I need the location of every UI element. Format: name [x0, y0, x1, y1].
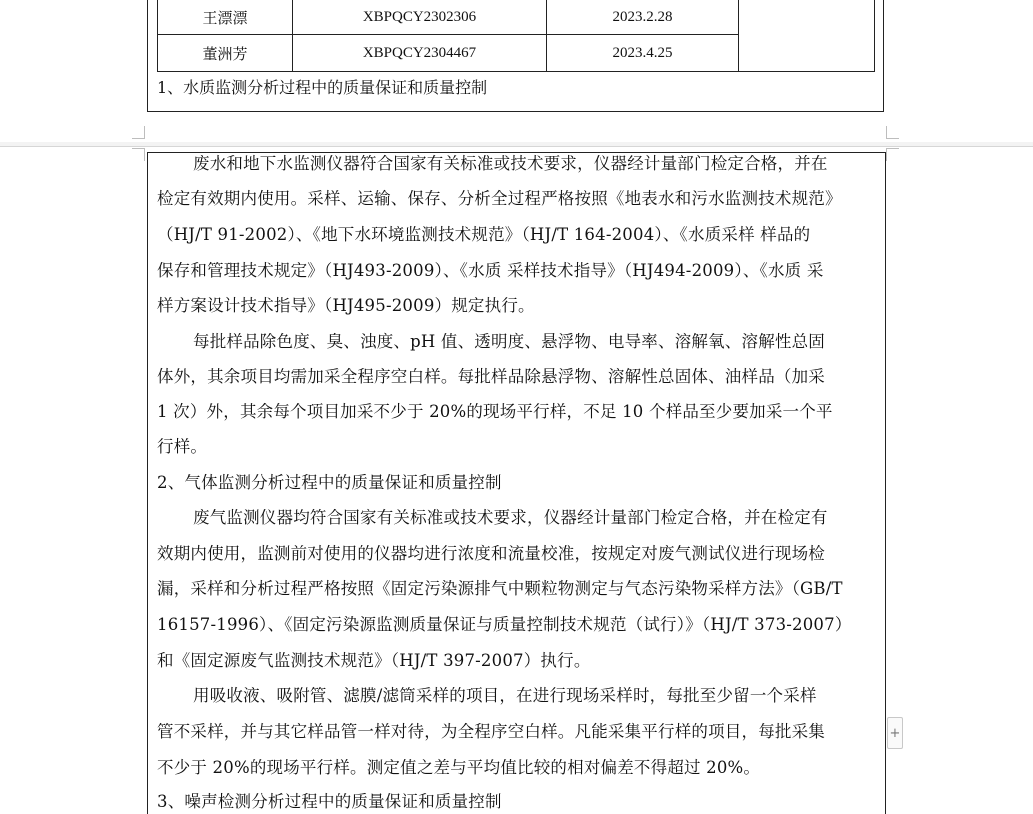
text-line[interactable]: （HJ/T 91-2002）、《地下水环境监测技术规范》（HJ/T 164-2004）、《水质采样 样品的 — [157, 225, 811, 244]
text-line[interactable]: 用吸收液、吸附管、滤膜/滤筒采样的项目，在进行现场采样时，每批至少留一个采样 — [193, 686, 817, 705]
text-line[interactable]: 检定有效期内使用。采样、运输、保存、分析全过程严格按照《地表水和污水监测技术规范》 — [157, 189, 842, 208]
certificate-number[interactable]: XBPQCY2302306 — [293, 0, 547, 35]
table-row — [158, 0, 875, 35]
text-line[interactable]: 废气监测仪器均符合国家有关标准或技术要求，仪器经计量部门检定合格，并在检定有 — [193, 508, 828, 527]
empty-merged-cell[interactable] — [739, 0, 875, 72]
text-line[interactable]: 1 次）外，其余每个项目加采不少于 20%的现场平行样，不足 10 个样品至少要加采一个平 — [157, 402, 833, 421]
text-line[interactable]: 样方案设计技术指导》（HJ495-2009）规定执行。 — [157, 296, 535, 315]
text-line[interactable]: 漏，采样和分析过程严格按照《固定污染源排气中颗粒物测定与气态污染物采样方法》（GB/T — [157, 579, 843, 598]
certificate-date[interactable]: 2023.2.28 — [547, 0, 739, 35]
text-line[interactable]: 16157-1996）、《固定污染源监测质量保证与质量控制技术规范（试行）》（HJ/T 373-2007） — [157, 615, 852, 634]
text-line[interactable]: 体外，其余项目均需加采全程序空白样。每批样品除悬浮物、溶解性总固体、油样品（加采 — [157, 367, 825, 386]
text-line[interactable]: 行样。 — [157, 437, 208, 456]
text-line[interactable]: 废水和地下水监测仪器符合国家有关标准或技术要求，仪器经计量部门检定合格，并在 — [193, 154, 828, 173]
text-line[interactable]: 保存和管理技术规定》（HJ493-2009）、《水质 采样技术指导》（HJ494-2009）、《水质 采 — [157, 261, 824, 280]
section-heading-noise[interactable]: 3、噪声检测分析过程中的质量保证和质量控制 — [157, 792, 502, 811]
add-content-button[interactable]: + — [887, 717, 903, 749]
page-corner-mark — [132, 148, 145, 161]
personnel-table — [157, 0, 875, 72]
text-line[interactable]: 管不采样，并与其它样品管一样对待，为全程序空白样。凡能采集平行样的项目，每批采集 — [157, 722, 825, 741]
text-line[interactable]: 和《固定源废气监测技术规范》（HJ/T 397-2007）执行。 — [157, 651, 591, 670]
certificate-date[interactable]: 2023.4.25 — [547, 35, 739, 72]
text-line[interactable]: 效期内使用，监测前对使用的仪器均进行浓度和流量校准，按规定对废气测试仪进行现场检 — [157, 544, 825, 563]
certificate-number[interactable]: XBPQCY2304467 — [293, 35, 547, 72]
text-line[interactable]: 每批样品除色度、臭、浊度、pH 值、透明度、悬浮物、电导率、溶解氧、溶解性总固 — [193, 332, 825, 351]
page-corner-mark — [886, 148, 899, 161]
page-corner-mark — [132, 126, 145, 139]
section-heading-air[interactable]: 2、气体监测分析过程中的质量保证和质量控制 — [157, 473, 502, 492]
page-corner-mark — [886, 126, 899, 139]
staff-name[interactable]: 王漂漂 — [158, 0, 293, 35]
text-line[interactable]: 不少于 20%的现场平行样。测定值之差与平均值比较的相对偏差不得超过 20%。 — [157, 758, 761, 777]
staff-name[interactable]: 董洲芳 — [158, 35, 293, 72]
section-heading-water[interactable]: 1、水质监测分析过程中的质量保证和质量控制 — [157, 78, 488, 97]
